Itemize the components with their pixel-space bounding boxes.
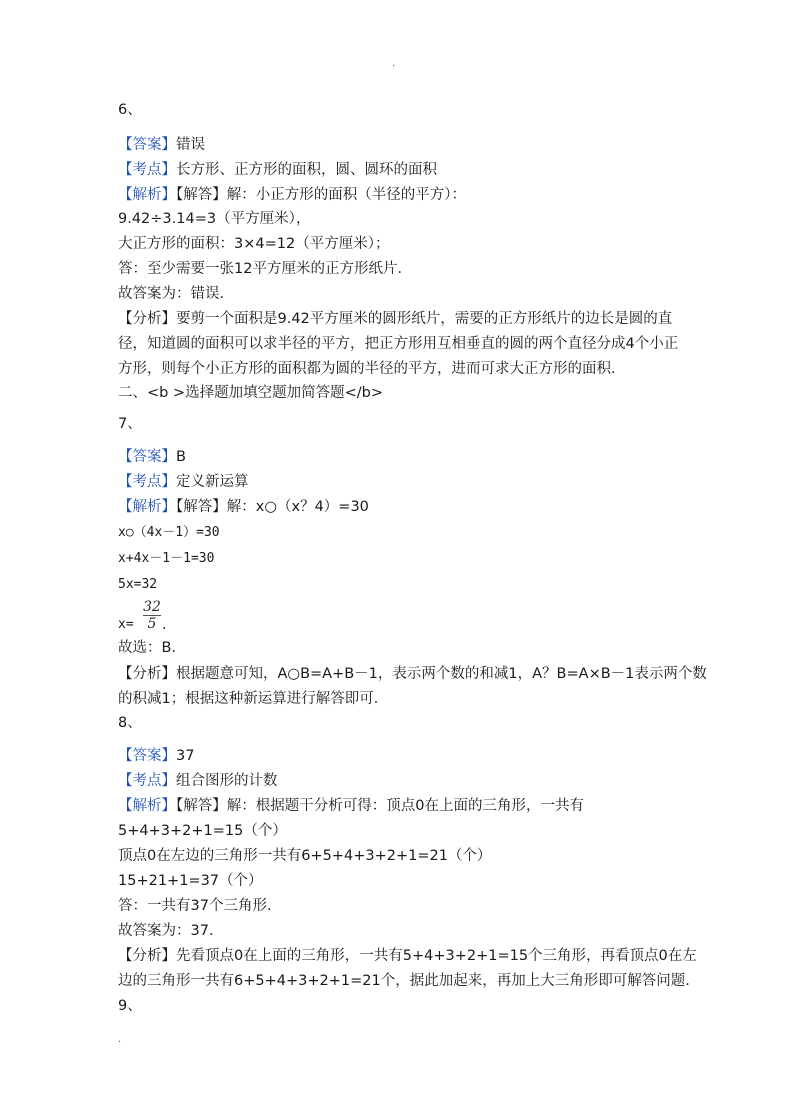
q7-answer: 【答案】B: [118, 449, 186, 465]
q6-line: 大正方形的面积：3×4=12（平方厘米）；: [118, 236, 390, 252]
q6-point: 【考点】长方形、正方形的面积，圆、圆环的面积: [118, 162, 437, 178]
q6-line: 答：至少需要一张12平方厘米的正方形纸片．: [118, 261, 412, 277]
q8-fenxi: 【分析】先看顶点0在上面的三角形，一共有5+4+3+2+1=15个三角形，再看顶点0在左: [118, 948, 697, 964]
section-heading: 二、<b >选择题加填空题加简答题</b>: [118, 385, 383, 401]
q7-line: x○（4x－1）=30: [118, 525, 220, 540]
q8-analysis: 【解析】【解答】解：根据题干分析可得：顶点0在上面的三角形，一共有: [118, 798, 584, 814]
question-9-number: 9、: [118, 998, 142, 1014]
q6-answer: 【答案】错误: [118, 137, 205, 153]
q8-line: 答：一共有37个三角形．: [118, 898, 282, 914]
fraction-numerator: 32: [143, 599, 161, 615]
q8-line: 顶点0在左边的三角形一共有6+5+4+3+2+1=21（个）: [118, 848, 492, 864]
q7-analysis: 【解析】【解答】解：x○（x？4）=30: [118, 499, 369, 515]
q7-fenxi: 【分析】根据题意可知，A○B=A+B－1，表示两个数的和减1，A？B=A×B－1表示两个数: [118, 666, 707, 682]
q6-fenxi-line: 方形，则每个小正方形的面积都为圆的半径的平方，进而可求大正方形的面积．: [118, 361, 626, 377]
q6-line: 9.42÷3.14=3（平方厘米），: [118, 211, 311, 227]
q7-line: x+4x－1－1=30: [118, 551, 215, 566]
page-marker-top: .: [392, 58, 396, 69]
q7-period: ．: [162, 617, 177, 633]
q6-analysis: 【解析】【解答】解：小正方形的面积（半径的平方）：: [118, 187, 466, 203]
page-marker-bottom: .: [118, 1034, 122, 1045]
q6-line: 故答案为：错误．: [118, 286, 234, 302]
q7-fenxi-line: 的积减1；根据这种新运算进行解答即可．: [118, 691, 389, 707]
fraction-denominator: 5: [147, 616, 157, 632]
q7-point: 【考点】定义新运算: [118, 474, 249, 490]
q8-fenxi-line: 边的三角形一共有6+5+4+3+2+1=21个，据此加起来，再加上大三角形即可解答问题．: [118, 973, 700, 989]
q8-point: 【考点】组合图形的计数: [118, 773, 278, 789]
q7-line: 5x=32: [118, 577, 158, 592]
q8-line: 5+4+3+2+1=15（个）: [118, 823, 287, 839]
question-7-number: 7、: [118, 416, 142, 432]
q6-fenxi-line: 径，知道圆的面积可以求半径的平方，把正方形用互相垂直的圆的两个直径分成4个小正: [118, 336, 679, 352]
q6-fenxi: 【分析】要剪一个面积是9.42平方厘米的圆形纸片，需要的正方形纸片的边长是圆的直: [118, 311, 673, 327]
q7-x-equals: x=: [118, 617, 134, 632]
q8-answer: 【答案】37: [118, 748, 195, 764]
q8-line: 故答案为：37．: [118, 923, 224, 939]
question-6-number: 6、: [118, 102, 142, 118]
question-8-number: 8、: [118, 715, 142, 731]
q7-choose: 故选：B．: [118, 640, 186, 656]
q7-fraction: [143, 600, 161, 632]
q8-line: 15+21+1=37（个）: [118, 873, 263, 889]
